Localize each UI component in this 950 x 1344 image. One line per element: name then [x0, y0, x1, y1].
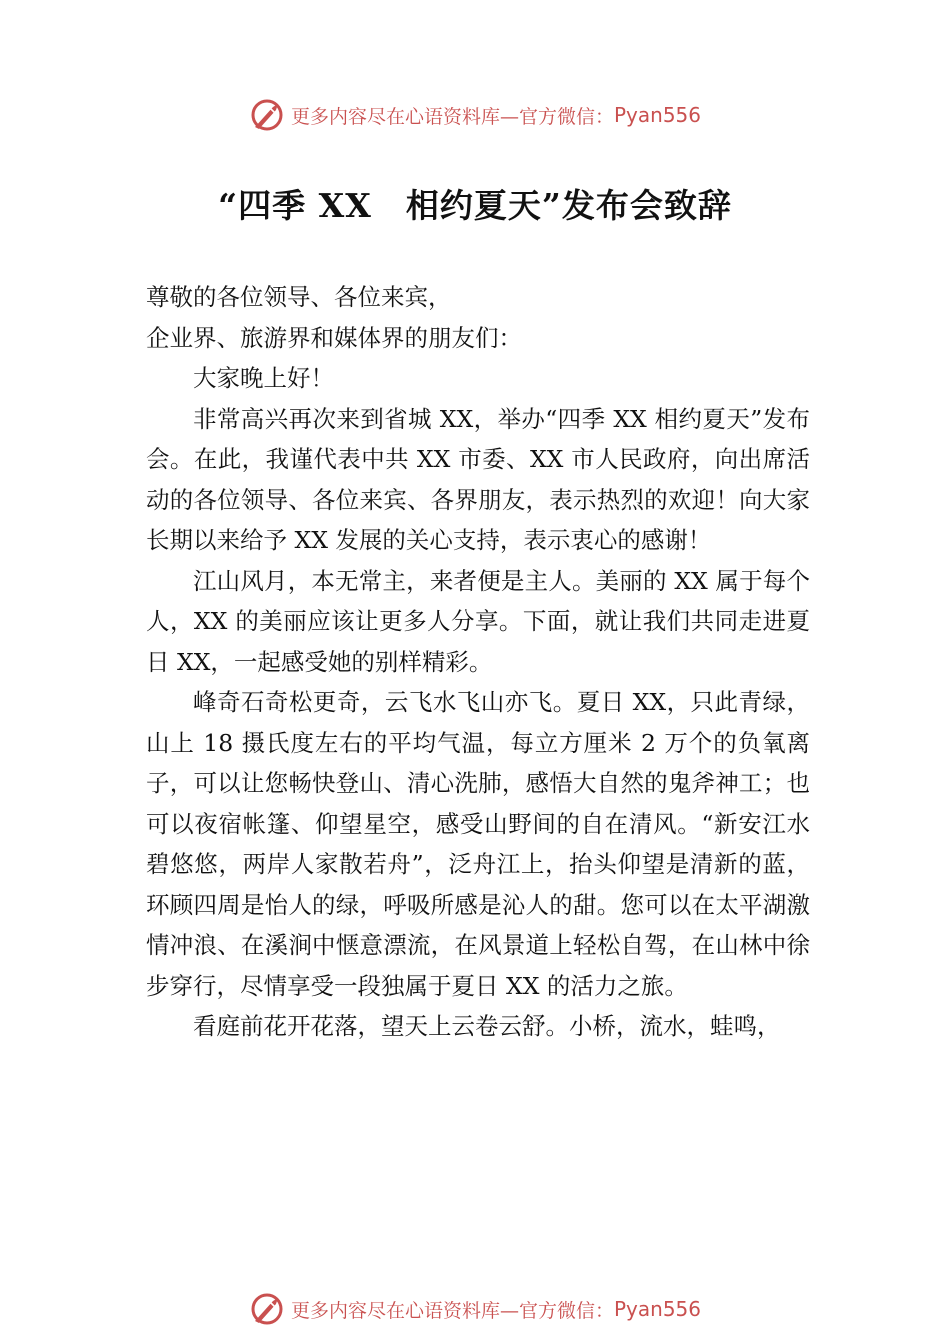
- banner-text: 更多内容尽在心语资料库—官方微信：: [290, 1299, 614, 1322]
- paragraph: 看庭前花开花落，望天上云卷云舒。小桥，流水，蛙鸣，: [193, 1012, 781, 1040]
- document-body: [146, 277, 810, 1047]
- salutation-line: 尊敬的各位领导、各位来宾，: [146, 283, 452, 311]
- document-title: “四季 XX 相约夏天”发布会致辞: [218, 186, 732, 225]
- header-banner: [0, 95, 950, 135]
- paragraph: 江山风月，本无常主，来者便是主人。美丽的 XX 属于每个人，XX 的美丽应该让更多人分享。下面，就让我们共同走进夏日 XX，一起感受她的别样精彩。: [146, 566, 810, 676]
- pen-logo-icon: [249, 97, 285, 133]
- banner-handle: Pyan556: [614, 103, 702, 127]
- pen-logo-icon: [249, 1291, 285, 1327]
- paragraph: 峰奇石奇松更奇，云飞水飞山亦飞。夏日 XX，只此青绿，山上 18 摄氏度左右的平均气温，每立方厘米 2 万个的负氧离子，可以让您畅快登山、清心洗肺，感悟大自然的鬼斧神工；也可以夜宿帐篷、仰望星空，感受山野间的自在清风。“新安江水碧悠悠，两岸人家散若舟”，泛舟江上，抬头仰望是清新的蓝，环顾四周是怡人的绿，呼吸所感是沁人的甜。您可以在太平湖激情冲浪、在溪涧中惬意漂流，在风景道上轻松自驾，在山林中徐步穿行，尽情享受一段独属于夏日 XX 的活力之旅。: [146, 688, 810, 1000]
- salutation-line: 企业界、旅游界和媒体界的朋友们：: [146, 323, 522, 352]
- greeting: 大家晚上好！: [193, 364, 334, 392]
- banner-text: 更多内容尽在心语资料库—官方微信：: [290, 105, 614, 128]
- paragraph: 非常高兴再次来到省城 XX，举办“四季 XX 相约夏天”发布会。在此，我谨代表中共 XX 市委、XX 市人民政府，向出席活动的各位领导、各位来宾、各界朋友，表示热烈的欢迎！向大家长期以来给予 XX 发展的关心支持，表示衷心的感谢！: [146, 404, 810, 554]
- footer-banner: [0, 1289, 950, 1329]
- banner-handle: Pyan556: [614, 1297, 702, 1321]
